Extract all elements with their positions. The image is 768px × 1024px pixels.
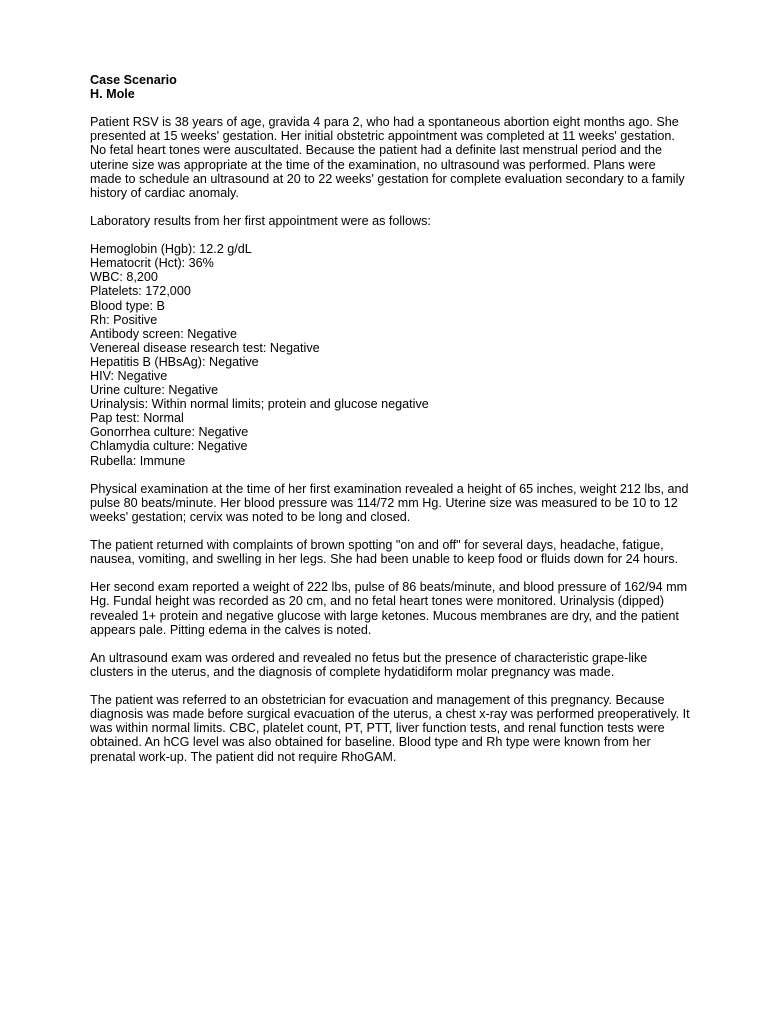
lab-result-item: Urine culture: Negative [90,383,219,398]
lab-result-item: Chlamydia culture: Negative [90,439,248,454]
lab-result-item: Gonorrhea culture: Negative [90,425,249,440]
paragraph-intro: Patient RSV is 38 years of age, gravida 4 para 2, who had a spontaneous abortion eight months ago. She presented at 15 weeks' gestation. Her initial obstetric appointment was completed at 11 weeks' gestation. No fetal heart tones were auscultated. Because the patient had a definite last menstrual period and the uterine size was appropriate at the time of the examination, no ultrasound was performed. Plans were made to schedule an ultrasound at 20 to 22 weeks' gestation for complete evaluation secondary to a family history of cardiac anomaly. [90,115,685,200]
lab-result-item: Rh: Positive [90,312,158,327]
document-title: Case Scenario [90,73,177,87]
lab-result-item: Hemoglobin (Hgb): 12.2 g/dL [90,242,252,257]
lab-result-item: Hematocrit (Hct): 36% [90,256,214,271]
paragraph-patient-return: The patient returned with complaints of brown spotting "on and off" for several days, headache, fatigue, nausea, vomiting, and swelling in her legs. She had been unable to keep food or fluids down for 24 hours. [90,538,679,567]
paragraph-physical-exam: Physical examination at the time of her first examination revealed a height of 65 inches, weight 212 lbs, and pulse 80 beats/minute. Her blood pressure was 114/72 mm Hg. Uterine size was measured to be 10 to 12 weeks' gestation; cervix was noted to be long and closed. [90,481,689,524]
lab-result-item: Hepatitis B (HBsAg): Negative [90,354,259,369]
lab-results-list [90,242,690,468]
lab-result-item: Antibody screen: Negative [90,326,238,341]
lab-result-item: Platelets: 172,000 [90,284,191,299]
paragraph-second-exam: Her second exam reported a weight of 222 lbs, pulse of 86 beats/minute, and blood pressure of 162/94 mm Hg. Fundal height was recorded as 20 cm, and no fetal heart tones were monitored. Urinalysis (dipped) revealed 1+ protein and negative glucose with large ketones. Mucous membranes are dry, and the patient appears pale. Pitting edema in the calves is noted. [90,580,688,637]
paragraph-ultrasound: An ultrasound exam was ordered and revealed no fetus but the presence of characteristic grape-like clusters in the uterus, and the diagnosis of complete hydatidiform molar pregnancy was made. [90,650,648,679]
lab-result-item: WBC: 8,200 [90,270,158,285]
lab-result-item: Urinalysis: Within normal limits; protein and glucose negative [90,397,429,412]
lab-result-item: Pap test: Normal [90,411,184,426]
lab-result-item: Blood type: B [90,298,165,313]
lab-result-item: Venereal disease research test: Negative [90,340,320,355]
document-subtitle: H. Mole [90,87,135,102]
document-page [90,73,690,778]
lab-result-item: Rubella: Immune [90,453,186,468]
lab-result-item: HIV: Negative [90,368,168,383]
lab-results-heading: Laboratory results from her first appointment were as follows: [90,213,431,228]
paragraph-referral: The patient was referred to an obstetrician for evacuation and management of this pregnancy. Because diagnosis was made before surgical evacuation of the uterus, a chest x-ray was performed preoperatively. It was within normal limits. CBC, platelet count, PT, PTT, liver function tests, and renal function tests were obtained. An hCG level was also obtained for baseline. Blood type and Rh type were known from her prenatal work-up. The patient did not require RhoGAM. [90,693,690,764]
